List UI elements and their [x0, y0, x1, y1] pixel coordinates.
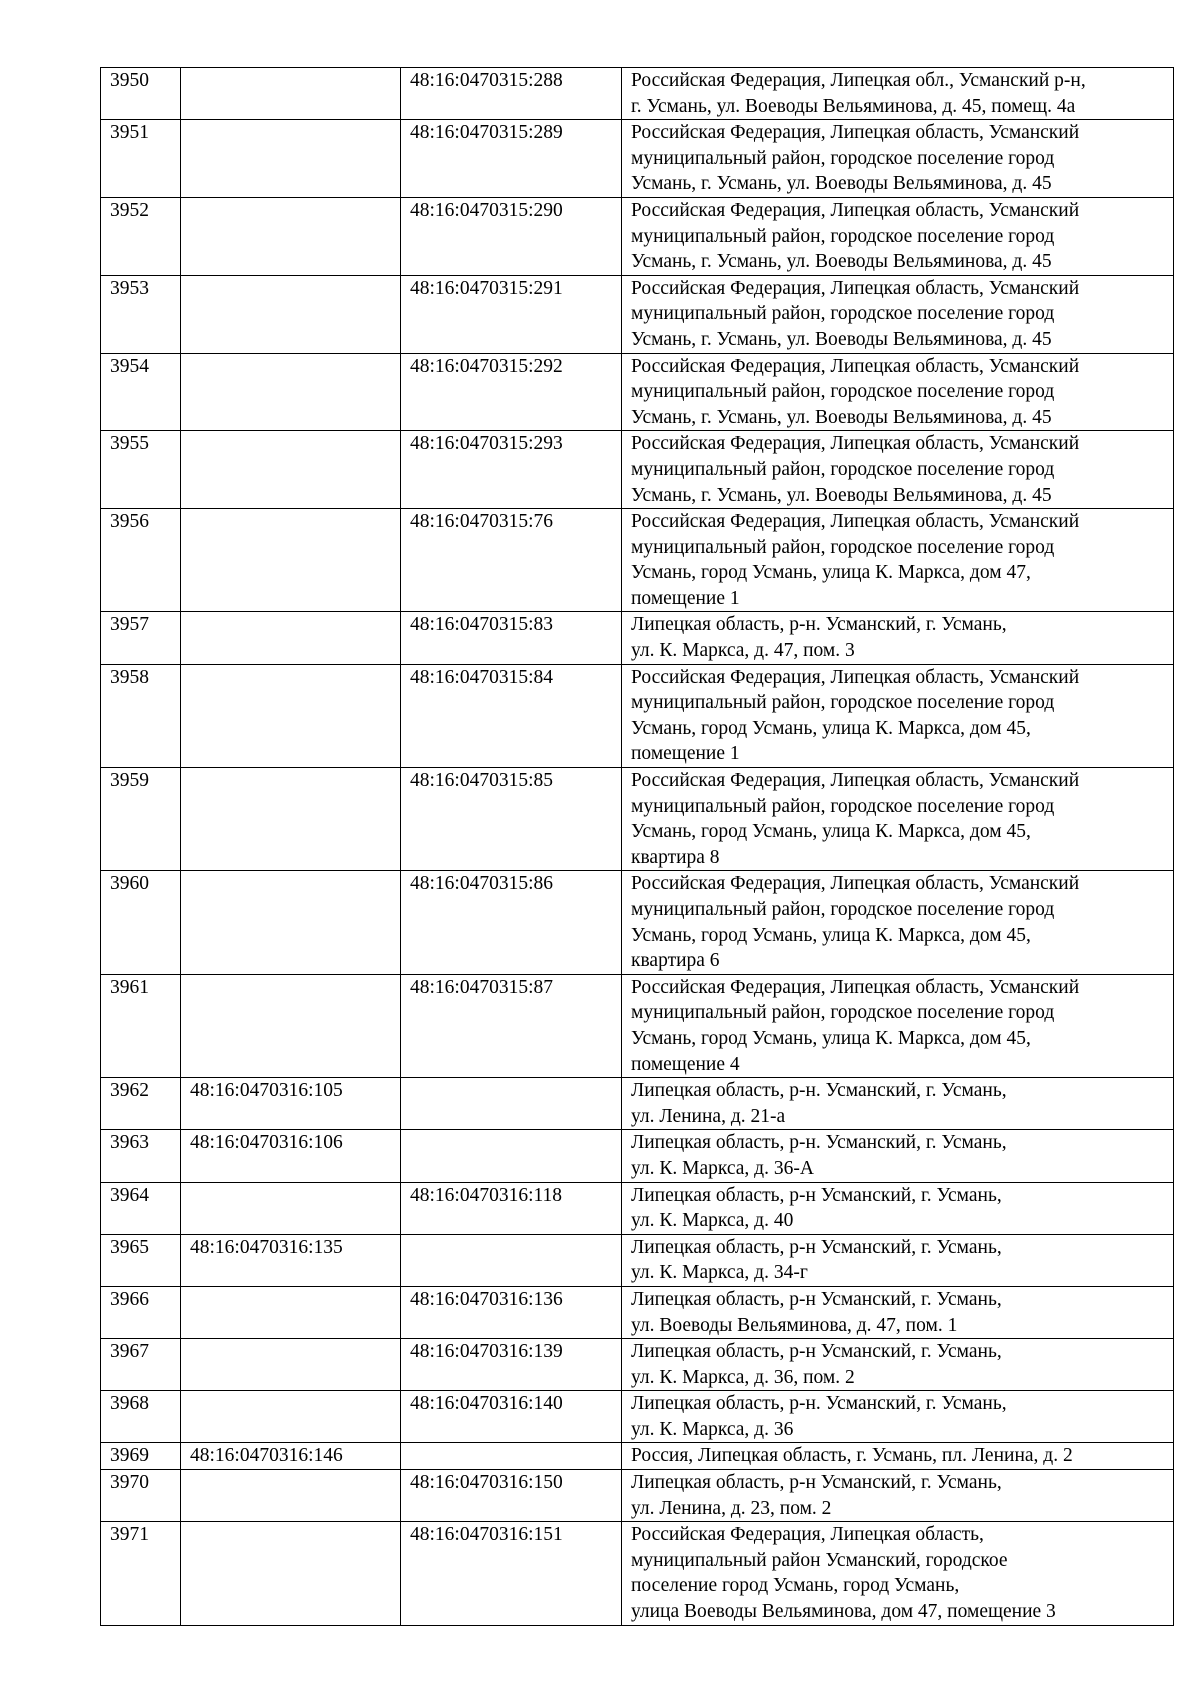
address-cell: Российская Федерация, Липецкая область, Усманский муниципальный район, городское поселение город Усмань, г. Усмань, ул. Воеводы Вельяминова, д. 45 — [622, 353, 1174, 431]
table-row — [101, 1339, 1174, 1391]
object-cadastral-number-cell: 48:16:0470316:151 — [401, 1522, 622, 1625]
address-cell: Липецкая область, р-н Усманский, г. Усмань, ул. Ленина, д. 23, пом. 2 — [622, 1470, 1174, 1522]
table-row — [101, 509, 1174, 612]
address-cell: Российская Федерация, Липецкая область, Усманский муниципальный район, городское поселение город Усмань, г. Усмань, ул. Воеводы Вельяминова, д. 45 — [622, 431, 1174, 509]
object-cadastral-number-cell: 48:16:0470315:85 — [401, 768, 622, 871]
row-number-cell: 3956 — [101, 509, 181, 612]
row-number-cell: 3957 — [101, 612, 181, 664]
table-row — [101, 68, 1174, 120]
row-number-cell: 3970 — [101, 1470, 181, 1522]
table-row — [101, 1182, 1174, 1234]
object-cadastral-number-cell — [401, 1234, 622, 1286]
table-row — [101, 1522, 1174, 1625]
cadastral-number-cell: 48:16:0470316:106 — [181, 1130, 401, 1182]
row-number-cell: 3953 — [101, 275, 181, 353]
address-cell: Липецкая область, р-н Усманский, г. Усмань, ул. К. Маркса, д. 36, пом. 2 — [622, 1339, 1174, 1391]
cadastral-number-cell — [181, 431, 401, 509]
table-row — [101, 1470, 1174, 1522]
object-cadastral-number-cell: 48:16:0470315:293 — [401, 431, 622, 509]
row-number-cell: 3954 — [101, 353, 181, 431]
address-cell: Российская Федерация, Липецкая область, Усманский муниципальный район, городское поселение город Усмань, г. Усмань, ул. Воеводы Вельяминова, д. 45 — [622, 275, 1174, 353]
table-row — [101, 197, 1174, 275]
address-cell: Российская Федерация, Липецкая область, Усманский муниципальный район, городское поселение город Усмань, город Усмань, улица К. Маркса, дом 45, квартира 6 — [622, 871, 1174, 974]
table-row — [101, 768, 1174, 871]
address-cell: Российская Федерация, Липецкая область, муниципальный район Усманский, городское поселение город Усмань, город Усмань, улица Воеводы Вельяминова, дом 47, помещение 3 — [622, 1522, 1174, 1625]
cadastral-number-cell — [181, 1470, 401, 1522]
table-row — [101, 1078, 1174, 1130]
object-cadastral-number-cell: 48:16:0470316:118 — [401, 1182, 622, 1234]
table-row — [101, 664, 1174, 767]
table-row — [101, 275, 1174, 353]
object-cadastral-number-cell: 48:16:0470315:87 — [401, 974, 622, 1077]
object-cadastral-number-cell: 48:16:0470315:289 — [401, 120, 622, 198]
row-number-cell: 3967 — [101, 1339, 181, 1391]
address-cell: Российская Федерация, Липецкая обл., Усманский р-н, г. Усмань, ул. Воеводы Вельяминова, д. 45, помещ. 4а — [622, 68, 1174, 120]
cadastral-number-cell — [181, 120, 401, 198]
object-cadastral-number-cell: 48:16:0470315:291 — [401, 275, 622, 353]
cadastral-number-cell — [181, 768, 401, 871]
row-number-cell: 3965 — [101, 1234, 181, 1286]
object-cadastral-number-cell: 48:16:0470316:136 — [401, 1286, 622, 1338]
object-cadastral-number-cell: 48:16:0470316:139 — [401, 1339, 622, 1391]
address-cell: Российская Федерация, Липецкая область, Усманский муниципальный район, городское поселение город Усмань, город Усмань, улица К. Маркса, дом 45, квартира 8 — [622, 768, 1174, 871]
object-cadastral-number-cell: 48:16:0470315:86 — [401, 871, 622, 974]
address-cell: Россия, Липецкая область, г. Усмань, пл. Ленина, д. 2 — [622, 1443, 1174, 1470]
row-number-cell: 3950 — [101, 68, 181, 120]
object-cadastral-number-cell: 48:16:0470315:84 — [401, 664, 622, 767]
cadastral-number-cell — [181, 612, 401, 664]
address-cell: Российская Федерация, Липецкая область, Усманский муниципальный район, городское поселение город Усмань, город Усмань, улица К. Маркса, дом 47, помещение 1 — [622, 509, 1174, 612]
object-cadastral-number-cell: 48:16:0470315:288 — [401, 68, 622, 120]
row-number-cell: 3964 — [101, 1182, 181, 1234]
cadastral-number-cell: 48:16:0470316:135 — [181, 1234, 401, 1286]
cadastral-number-cell — [181, 509, 401, 612]
table-row — [101, 1234, 1174, 1286]
cadastral-number-cell — [181, 1182, 401, 1234]
address-cell: Липецкая область, р-н Усманский, г. Усмань, ул. Воеводы Вельяминова, д. 47, пом. 1 — [622, 1286, 1174, 1338]
row-number-cell: 3969 — [101, 1443, 181, 1470]
cadastral-number-cell — [181, 1339, 401, 1391]
cadastral-number-cell — [181, 871, 401, 974]
row-number-cell: 3971 — [101, 1522, 181, 1625]
address-cell: Российская Федерация, Липецкая область, Усманский муниципальный район, городское поселение город Усмань, г. Усмань, ул. Воеводы Вельяминова, д. 45 — [622, 120, 1174, 198]
address-cell: Липецкая область, р-н. Усманский, г. Усмань, ул. К. Маркса, д. 47, пом. 3 — [622, 612, 1174, 664]
row-number-cell: 3963 — [101, 1130, 181, 1182]
object-cadastral-number-cell: 48:16:0470315:83 — [401, 612, 622, 664]
object-cadastral-number-cell — [401, 1130, 622, 1182]
cadastral-number-cell — [181, 197, 401, 275]
cadastral-number-cell — [181, 68, 401, 120]
cadastral-number-cell — [181, 353, 401, 431]
object-cadastral-number-cell — [401, 1078, 622, 1130]
row-number-cell: 3958 — [101, 664, 181, 767]
table-row — [101, 871, 1174, 974]
address-cell: Российская Федерация, Липецкая область, Усманский муниципальный район, городское поселение город Усмань, г. Усмань, ул. Воеводы Вельяминова, д. 45 — [622, 197, 1174, 275]
address-cell: Липецкая область, р-н. Усманский, г. Усмань, ул. Ленина, д. 21-а — [622, 1078, 1174, 1130]
address-cell: Российская Федерация, Липецкая область, Усманский муниципальный район, городское поселение город Усмань, город Усмань, улица К. Маркса, дом 45, помещение 4 — [622, 974, 1174, 1077]
row-number-cell: 3962 — [101, 1078, 181, 1130]
cadastral-number-cell — [181, 1522, 401, 1625]
address-cell: Липецкая область, р-н Усманский, г. Усмань, ул. К. Маркса, д. 34-г — [622, 1234, 1174, 1286]
table-row — [101, 431, 1174, 509]
table-row — [101, 974, 1174, 1077]
object-cadastral-number-cell: 48:16:0470315:290 — [401, 197, 622, 275]
row-number-cell: 3966 — [101, 1286, 181, 1338]
cadastral-number-cell: 48:16:0470316:146 — [181, 1443, 401, 1470]
cadastral-number-cell — [181, 275, 401, 353]
row-number-cell: 3955 — [101, 431, 181, 509]
cadastral-number-cell — [181, 1391, 401, 1443]
row-number-cell: 3951 — [101, 120, 181, 198]
object-cadastral-number-cell: 48:16:0470315:292 — [401, 353, 622, 431]
object-cadastral-number-cell — [401, 1443, 622, 1470]
cadastral-number-cell — [181, 664, 401, 767]
object-cadastral-number-cell: 48:16:0470316:140 — [401, 1391, 622, 1443]
address-cell: Российская Федерация, Липецкая область, Усманский муниципальный район, городское поселение город Усмань, город Усмань, улица К. Маркса, дом 45, помещение 1 — [622, 664, 1174, 767]
row-number-cell: 3952 — [101, 197, 181, 275]
table-row — [101, 612, 1174, 664]
object-cadastral-number-cell: 48:16:0470316:150 — [401, 1470, 622, 1522]
row-number-cell: 3959 — [101, 768, 181, 871]
table-row — [101, 1443, 1174, 1470]
address-cell: Липецкая область, р-н. Усманский, г. Усмань, ул. К. Маркса, д. 36-А — [622, 1130, 1174, 1182]
table-row — [101, 1391, 1174, 1443]
registry-table — [100, 67, 1174, 1626]
row-number-cell: 3968 — [101, 1391, 181, 1443]
table-row — [101, 353, 1174, 431]
cadastral-number-cell — [181, 974, 401, 1077]
table-row — [101, 120, 1174, 198]
table-row — [101, 1286, 1174, 1338]
address-cell: Липецкая область, р-н. Усманский, г. Усмань, ул. К. Маркса, д. 36 — [622, 1391, 1174, 1443]
row-number-cell: 3961 — [101, 974, 181, 1077]
cadastral-number-cell — [181, 1286, 401, 1338]
cadastral-number-cell: 48:16:0470316:105 — [181, 1078, 401, 1130]
table-row — [101, 1130, 1174, 1182]
registry-table-body — [101, 68, 1174, 1626]
object-cadastral-number-cell: 48:16:0470315:76 — [401, 509, 622, 612]
row-number-cell: 3960 — [101, 871, 181, 974]
address-cell: Липецкая область, р-н Усманский, г. Усмань, ул. К. Маркса, д. 40 — [622, 1182, 1174, 1234]
